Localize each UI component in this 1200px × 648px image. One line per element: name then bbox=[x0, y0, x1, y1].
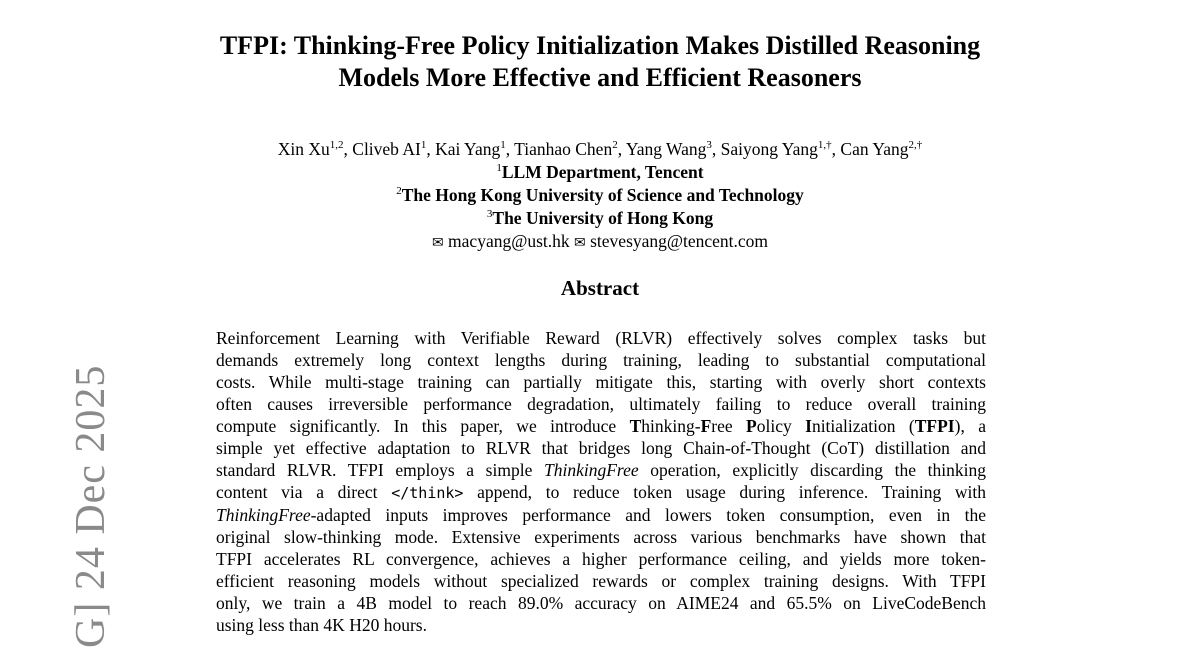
author-affil-marker: 1 bbox=[500, 139, 506, 152]
bold-term: F bbox=[700, 416, 712, 436]
abstract-line: efficient reasoning models without specialized rewards or complex training designs. With TFPI bbox=[216, 571, 986, 591]
mail-icon: ✉ bbox=[574, 235, 586, 251]
author-affil-marker: 2 bbox=[612, 139, 618, 152]
abstract-line: often causes irreversible performance degradation, ultimately failing to reduce overall training bbox=[216, 394, 986, 414]
author-affil-marker: 1,† bbox=[817, 139, 832, 152]
affiliation-name: LLM Department, Tencent bbox=[501, 162, 704, 182]
abstract-line: compute significantly. In this paper, we introduce Thinking-Free Policy Initialization (TFPI), a bbox=[216, 416, 986, 436]
abstract-line: simple yet effective adaptation to RLVR that bridges long Chain-of-Thought (CoT) distillation and bbox=[216, 438, 986, 458]
affiliation bbox=[150, 161, 1050, 184]
author-affil-marker: 2,† bbox=[908, 139, 923, 152]
abstract-line: Reinforcement Learning with Verifiable Reward (RLVR) effectively solves complex tasks but bbox=[216, 328, 986, 348]
abstract-line: TFPI accelerates RL convergence, achieves a higher performance ceiling, and yields more token- bbox=[216, 549, 986, 569]
code-term: </think> bbox=[391, 484, 464, 502]
abstract-line: only, we train a 4B model to reach 89.0% accuracy on AIME24 and 65.5% on LiveCodeBench bbox=[216, 593, 986, 613]
affiliation-marker: 1 bbox=[496, 162, 502, 175]
author-name: Kai Yang bbox=[435, 139, 501, 159]
abstract-line: ThinkingFree-adapted inputs improves performance and lowers token consumption, even in the bbox=[216, 505, 986, 525]
affiliation bbox=[150, 207, 1050, 230]
arxiv-stamp: G] 24 Dec 2025 bbox=[68, 364, 114, 648]
affiliation-marker: 3 bbox=[486, 208, 493, 221]
author-affil-marker: 3 bbox=[706, 139, 712, 152]
mail-icon: ✉ bbox=[431, 235, 444, 251]
author-name: Can Yang bbox=[840, 139, 909, 159]
abstract-line: using less than 4K H20 hours. bbox=[216, 615, 427, 635]
abstract-heading: Abstract bbox=[560, 276, 640, 300]
affiliation-name: The Hong Kong University of Science and Technology bbox=[401, 185, 804, 205]
author-list: Xin Xu$^{1,2}$, Cliveb $AI^1$, Kai Yang$^1$, Tianhao Chen$^2$, Yang Wang$^3$, Saiyong Yang$^{1,\dagger}$, Can Yang$^{2,\dagger}$ bbox=[277, 139, 923, 159]
title-line-1: TFPI: Thinking-Free Policy Initialization Makes Distilled Reasoning bbox=[219, 31, 981, 60]
affiliation-list bbox=[150, 161, 1050, 230]
author-block bbox=[150, 138, 1050, 255]
bold-term: TFPI bbox=[914, 416, 955, 436]
author-affil-marker: 1,2 bbox=[329, 139, 344, 152]
affiliation bbox=[150, 184, 1050, 207]
abstract-line: original slow-thinking mode. Extensive experiments across various benchmarks have shown that bbox=[216, 527, 986, 547]
email-address: stevesyang@tencent.com bbox=[590, 231, 769, 251]
title-line-2: Models More Effective and Efficient Reasoners bbox=[338, 63, 862, 92]
email-address: macyang@ust.hk bbox=[448, 231, 570, 251]
email-line bbox=[150, 230, 1050, 255]
author-name: Cliveb AI bbox=[352, 139, 421, 159]
bold-term: P bbox=[746, 416, 757, 436]
affiliation-marker: 2 bbox=[396, 185, 402, 198]
abstract-body bbox=[216, 327, 986, 636]
paper-title bbox=[150, 30, 1050, 94]
abstract-line: costs. While multi-stage training can partially mitigate this, starting with overly short contexts bbox=[216, 372, 986, 392]
author-name: Yang Wang bbox=[625, 139, 707, 159]
author-name: Tianhao Chen bbox=[514, 139, 613, 159]
author-name: Saiyong Yang bbox=[720, 139, 818, 159]
abstract-line: demands extremely long context lengths during training, leading to substantial computational bbox=[216, 350, 986, 370]
author-name: Xin Xu bbox=[277, 139, 330, 159]
italic-term: ThinkingFree bbox=[544, 460, 639, 480]
abstract-line: standard RLVR. TFPI employs a simple ThinkingFree operation, explicitly discarding the thinking bbox=[216, 460, 987, 480]
italic-term: ThinkingFree bbox=[216, 505, 311, 525]
bold-term: T bbox=[629, 416, 642, 436]
author-affil-marker: 1 bbox=[420, 139, 427, 152]
affiliation-name: The University of Hong Kong bbox=[492, 208, 714, 228]
abstract-line: content via a direct </think> append, to reduce token usage during inference. Training with bbox=[216, 482, 986, 502]
bold-term: I bbox=[805, 416, 812, 436]
